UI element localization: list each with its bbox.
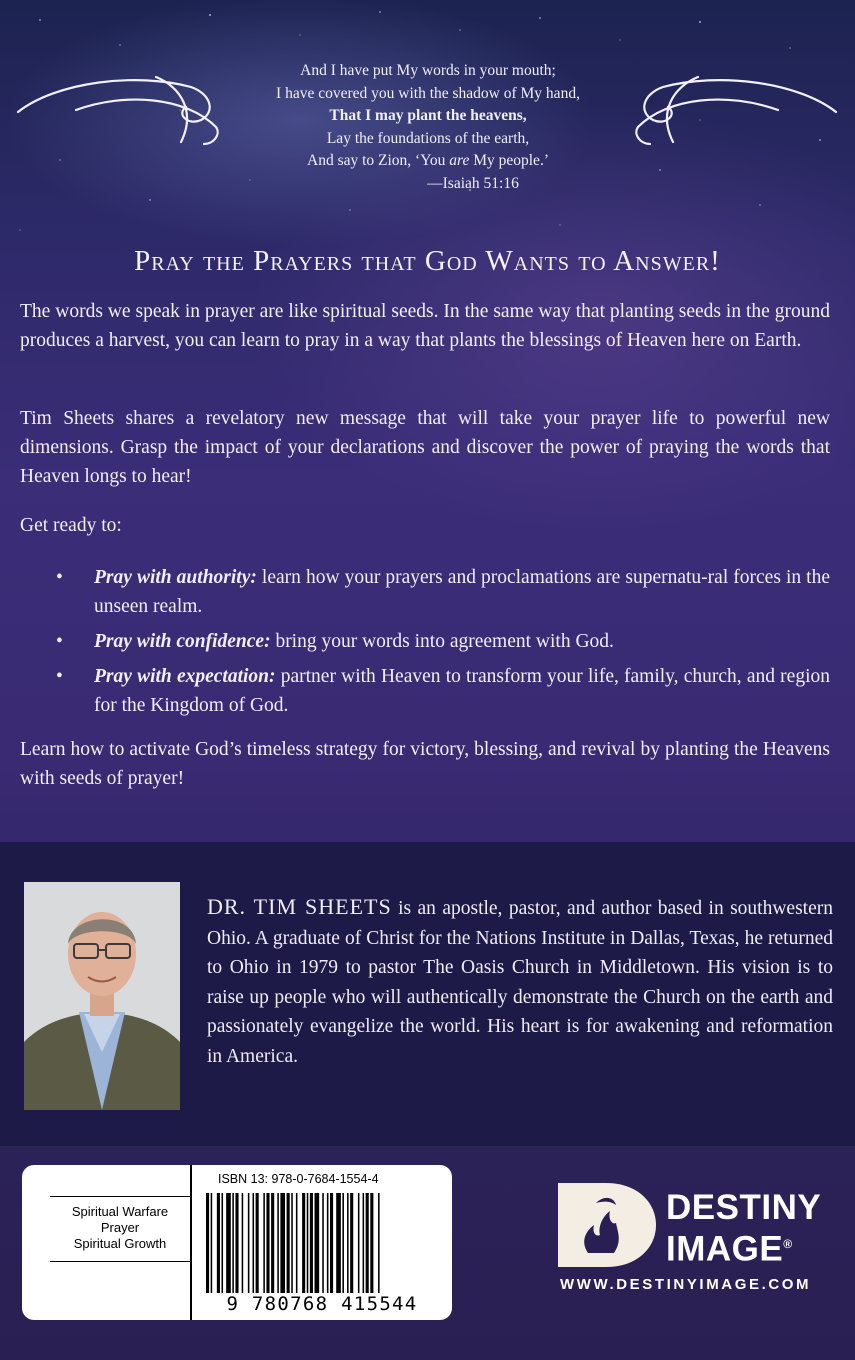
list-item-lead: Pray with confidence: bbox=[94, 631, 271, 652]
category-box bbox=[50, 1196, 190, 1262]
barcode-digits: 9 780768 415544 bbox=[202, 1293, 442, 1315]
destiny-image-logo-icon bbox=[558, 1183, 656, 1267]
publisher-name-line1: DESTINY bbox=[666, 1188, 822, 1227]
verse-line: I have covered you with the shadow of My hand, bbox=[276, 84, 580, 102]
publisher-name-word: IMAGE bbox=[666, 1229, 784, 1269]
author-bio-text: is an apostle, pastor, and author based in southwestern Ohio. A graduate of Christ for the Nations Institute in Dallas, Texas, he returned to Ohio in 1979 to pastor The Oasis Church in Middletown. His vision is to raise up people who will authentically demonstrate the Church on the earth and passionately evangelize the world. His heart is for awakening and reformation in America. bbox=[207, 898, 833, 1067]
verse-reference: —Isaiah 51:16 bbox=[427, 174, 519, 192]
bullet-icon: • bbox=[56, 631, 63, 652]
bullet-icon: • bbox=[56, 567, 63, 588]
category-item: Prayer bbox=[100, 1220, 140, 1235]
verse-line bbox=[228, 150, 628, 173]
author-name: DR. TIM SHEETS bbox=[207, 894, 392, 919]
list-item-text: partner with Heaven to transform your life, family, church, and region for the Kingdom of God. bbox=[94, 666, 831, 716]
verse-italic: are bbox=[449, 152, 470, 169]
bullet-icon: • bbox=[56, 666, 63, 687]
publisher-url: WWW.DESTINYIMAGE.COM bbox=[560, 1276, 812, 1293]
headline: Pray the Prayers that God Wants to Answer! bbox=[134, 245, 721, 277]
list-item bbox=[52, 563, 830, 621]
isbn-text: ISBN 13: 978-0-7684-1554-4 bbox=[218, 1172, 379, 1186]
right-flourish bbox=[628, 72, 838, 152]
paragraph-message: Tim Sheets shares a revelatory new message that will take your prayer life to powerful new dimensions. Grasp the impact of your declarations and discover the power of praying the words that Heaven longs to hear! bbox=[20, 408, 830, 487]
publisher-name-line2 bbox=[666, 1226, 821, 1268]
verse-line: Lay the foundations of the earth, bbox=[326, 129, 530, 147]
list-item bbox=[52, 627, 830, 656]
verse-text: And say to Zion, ‘You bbox=[307, 152, 450, 169]
category-item: Spiritual Warfare bbox=[71, 1204, 169, 1219]
benefit-list bbox=[52, 563, 830, 726]
category-item: Spiritual Growth bbox=[73, 1236, 167, 1251]
author-bio bbox=[207, 892, 833, 1071]
author-photo bbox=[24, 882, 180, 1110]
list-item-lead: Pray with expectation: bbox=[94, 666, 276, 687]
publisher-logo-text bbox=[666, 1190, 821, 1268]
scripture-verse bbox=[228, 60, 628, 195]
list-item-lead: Pray with authority: bbox=[94, 567, 257, 588]
paragraph-get-ready: Get ready to: bbox=[20, 515, 122, 536]
left-flourish bbox=[16, 72, 226, 152]
list-item bbox=[52, 662, 830, 720]
verse-line-emphasis: That I may plant the heavens, bbox=[329, 107, 527, 124]
list-item-text: bring your words into agreement with God. bbox=[270, 631, 614, 652]
verse-line: And I have put My words in your mouth; bbox=[300, 62, 556, 79]
registered-mark: ® bbox=[783, 1237, 793, 1251]
paragraph-intro: The words we speak in prayer are like spiritual seeds. In the same way that planting seeds in the ground produces a harvest, you can learn to pray in a way that plants the blessings of Heaven here on Earth. bbox=[20, 301, 830, 351]
verse-text: My people.’ bbox=[469, 152, 549, 169]
list-item-text: learn how your prayers and proclamations are supernatu-ral forces in the unseen realm. bbox=[94, 567, 830, 617]
barcode-graphic bbox=[202, 1193, 442, 1301]
paragraph-closing: Learn how to activate God’s timeless strategy for victory, blessing, and revival by planting the Heavens with seeds of prayer! bbox=[20, 739, 830, 789]
label-divider bbox=[190, 1165, 192, 1320]
